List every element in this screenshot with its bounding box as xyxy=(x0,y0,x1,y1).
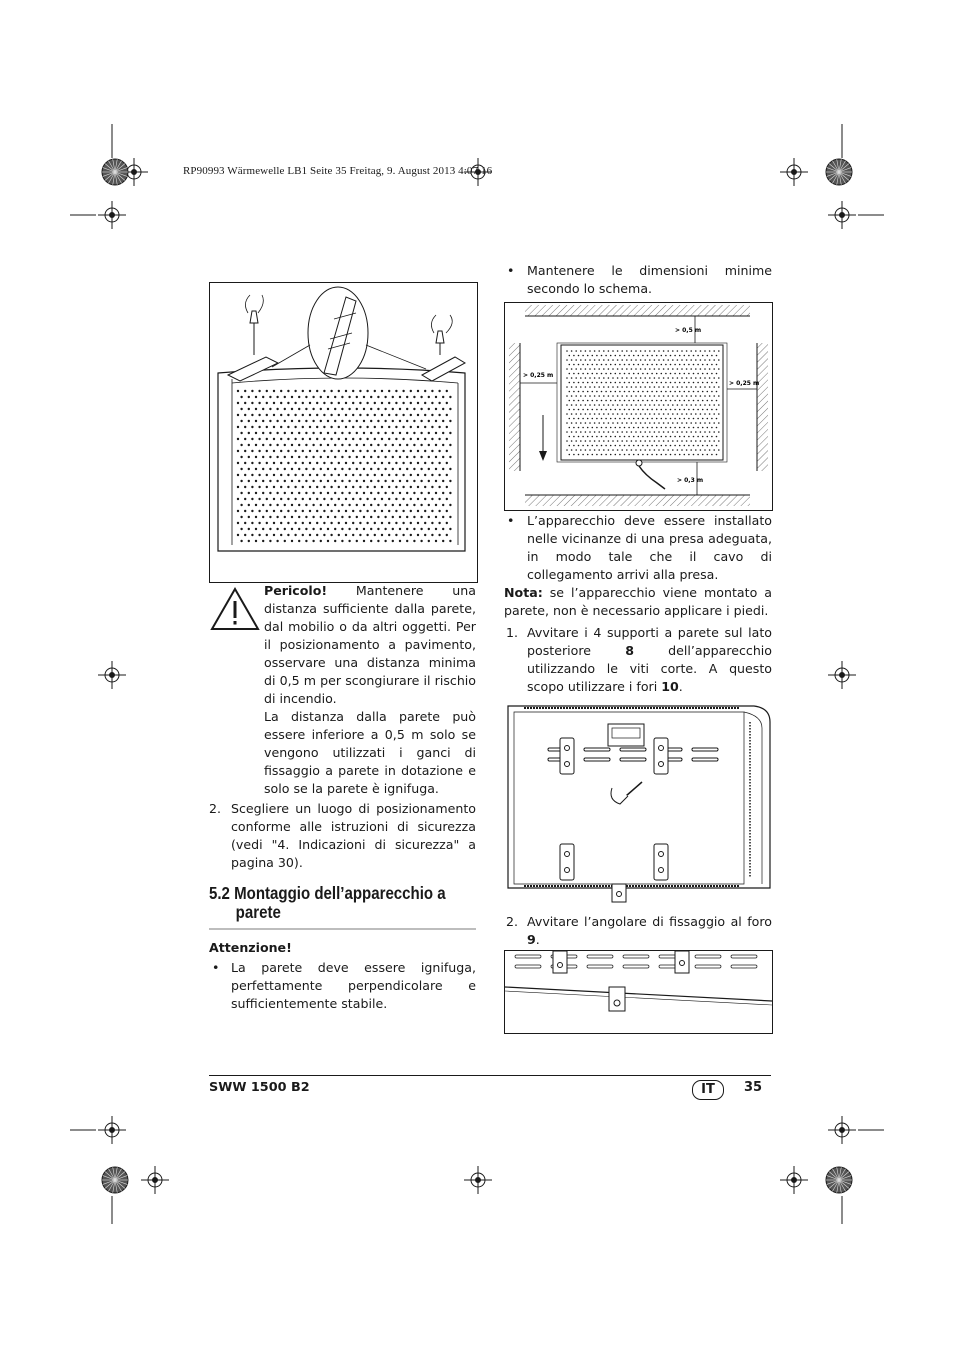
language-badge: IT xyxy=(692,1080,724,1100)
heading-rule xyxy=(209,928,476,930)
clearance-diagram xyxy=(505,303,772,510)
heater-bracket-illustration xyxy=(210,283,477,582)
step-1-wall-supports: 1. Avvitare i 4 supporti a parete sul lato posteriore 8 dell’apparecchio utilizzando le viti corte. A questo scopo utilizzare i fori 10. xyxy=(506,625,773,694)
print-slug: RP90993 Wärmewelle LB1 Seite 35 Freitag, 9. August 2013 4:07 16 xyxy=(183,165,493,177)
danger-warning-block: Pericolo! Mantenere una distanza sufficiente dalla parete, dal mobilio o da altri oggetti. Per il posizionamento a pavimento, osservare una distanza minima di 0,5 m per scongiurare il rischio di incendio. La distanza dalla parete può essere inferiore a 0,5 m solo se vengono utilizzati i ganci di fissaggio a parete in dotazione e solo se la parete è ignifuga. xyxy=(264,583,476,796)
figure-back-supports xyxy=(504,698,772,906)
bullet-socket-proximity: • L’apparecchio deve essere installato nelle vicinanze di una presa adeguata, in modo tale che il cavo di collegamento arrivi alla presa. xyxy=(507,513,772,582)
wall-requirements-bullet: • La parete deve essere ignifuga, perfettamente perpendicolare e sufficientemente stabile. xyxy=(212,960,476,1011)
figure-heater-wall-brackets xyxy=(209,282,478,583)
footer-rule xyxy=(209,1075,771,1076)
note-label: Nota: xyxy=(504,585,543,600)
clearance-top-label: > 0,5 m xyxy=(675,327,702,334)
section-heading: 5.2 Montaggio dell’apparecchio a parete xyxy=(209,883,446,922)
figure-angle-bracket xyxy=(504,950,773,1034)
step-2-location: 2. Scegliere un luogo di posizionamento conforme alle istruzioni di sicurezza (vedi "4. Indicazioni di sicurezza" a pagina 30). xyxy=(209,801,476,870)
danger-label: Pericolo! xyxy=(264,583,328,598)
clearance-bottom-label: > 0,3 m xyxy=(677,477,704,484)
clearance-left-label: > 0,25 m xyxy=(523,372,554,379)
angle-bracket-illustration xyxy=(505,951,772,1033)
attention-label: Attenzione! xyxy=(209,940,292,955)
wall-distance-note: La distanza dalla parete può essere inferiore a 0,5 m solo se vengono utilizzati i ganci di fissaggio a parete in dotazione e solo se la parete è ignifuga. xyxy=(264,709,476,796)
danger-text: distanza sufficiente dalla parete, dal mobilio o da altri oggetti. Per il posizionamento a pavimento, osservare una distanza minima di 0,5 m per scongiurare il rischio di incendio. xyxy=(264,601,476,706)
warning-triangle-icon xyxy=(210,587,260,631)
back-supports-illustration xyxy=(504,698,772,906)
clearance-right-label: > 0,25 m xyxy=(729,380,760,387)
page-number: 35 xyxy=(744,1080,763,1095)
step-2-angle-bracket: 2. Avvitare l’angolare di fissaggio al foro 9. xyxy=(506,914,772,947)
ref-8: 8 xyxy=(625,643,634,658)
figure-clearance-diagram xyxy=(504,302,773,511)
bullet-minimum-dimensions: • Mantenere le dimensioni minime secondo lo schema. xyxy=(507,263,772,296)
note-paragraph: Nota: se l’apparecchio viene montato a parete, non è necessario applicare i piedi. xyxy=(504,585,772,618)
ref-10: 10 xyxy=(661,679,679,694)
ref-9: 9 xyxy=(527,932,536,947)
footer-model: SWW 1500 B2 xyxy=(209,1080,310,1095)
